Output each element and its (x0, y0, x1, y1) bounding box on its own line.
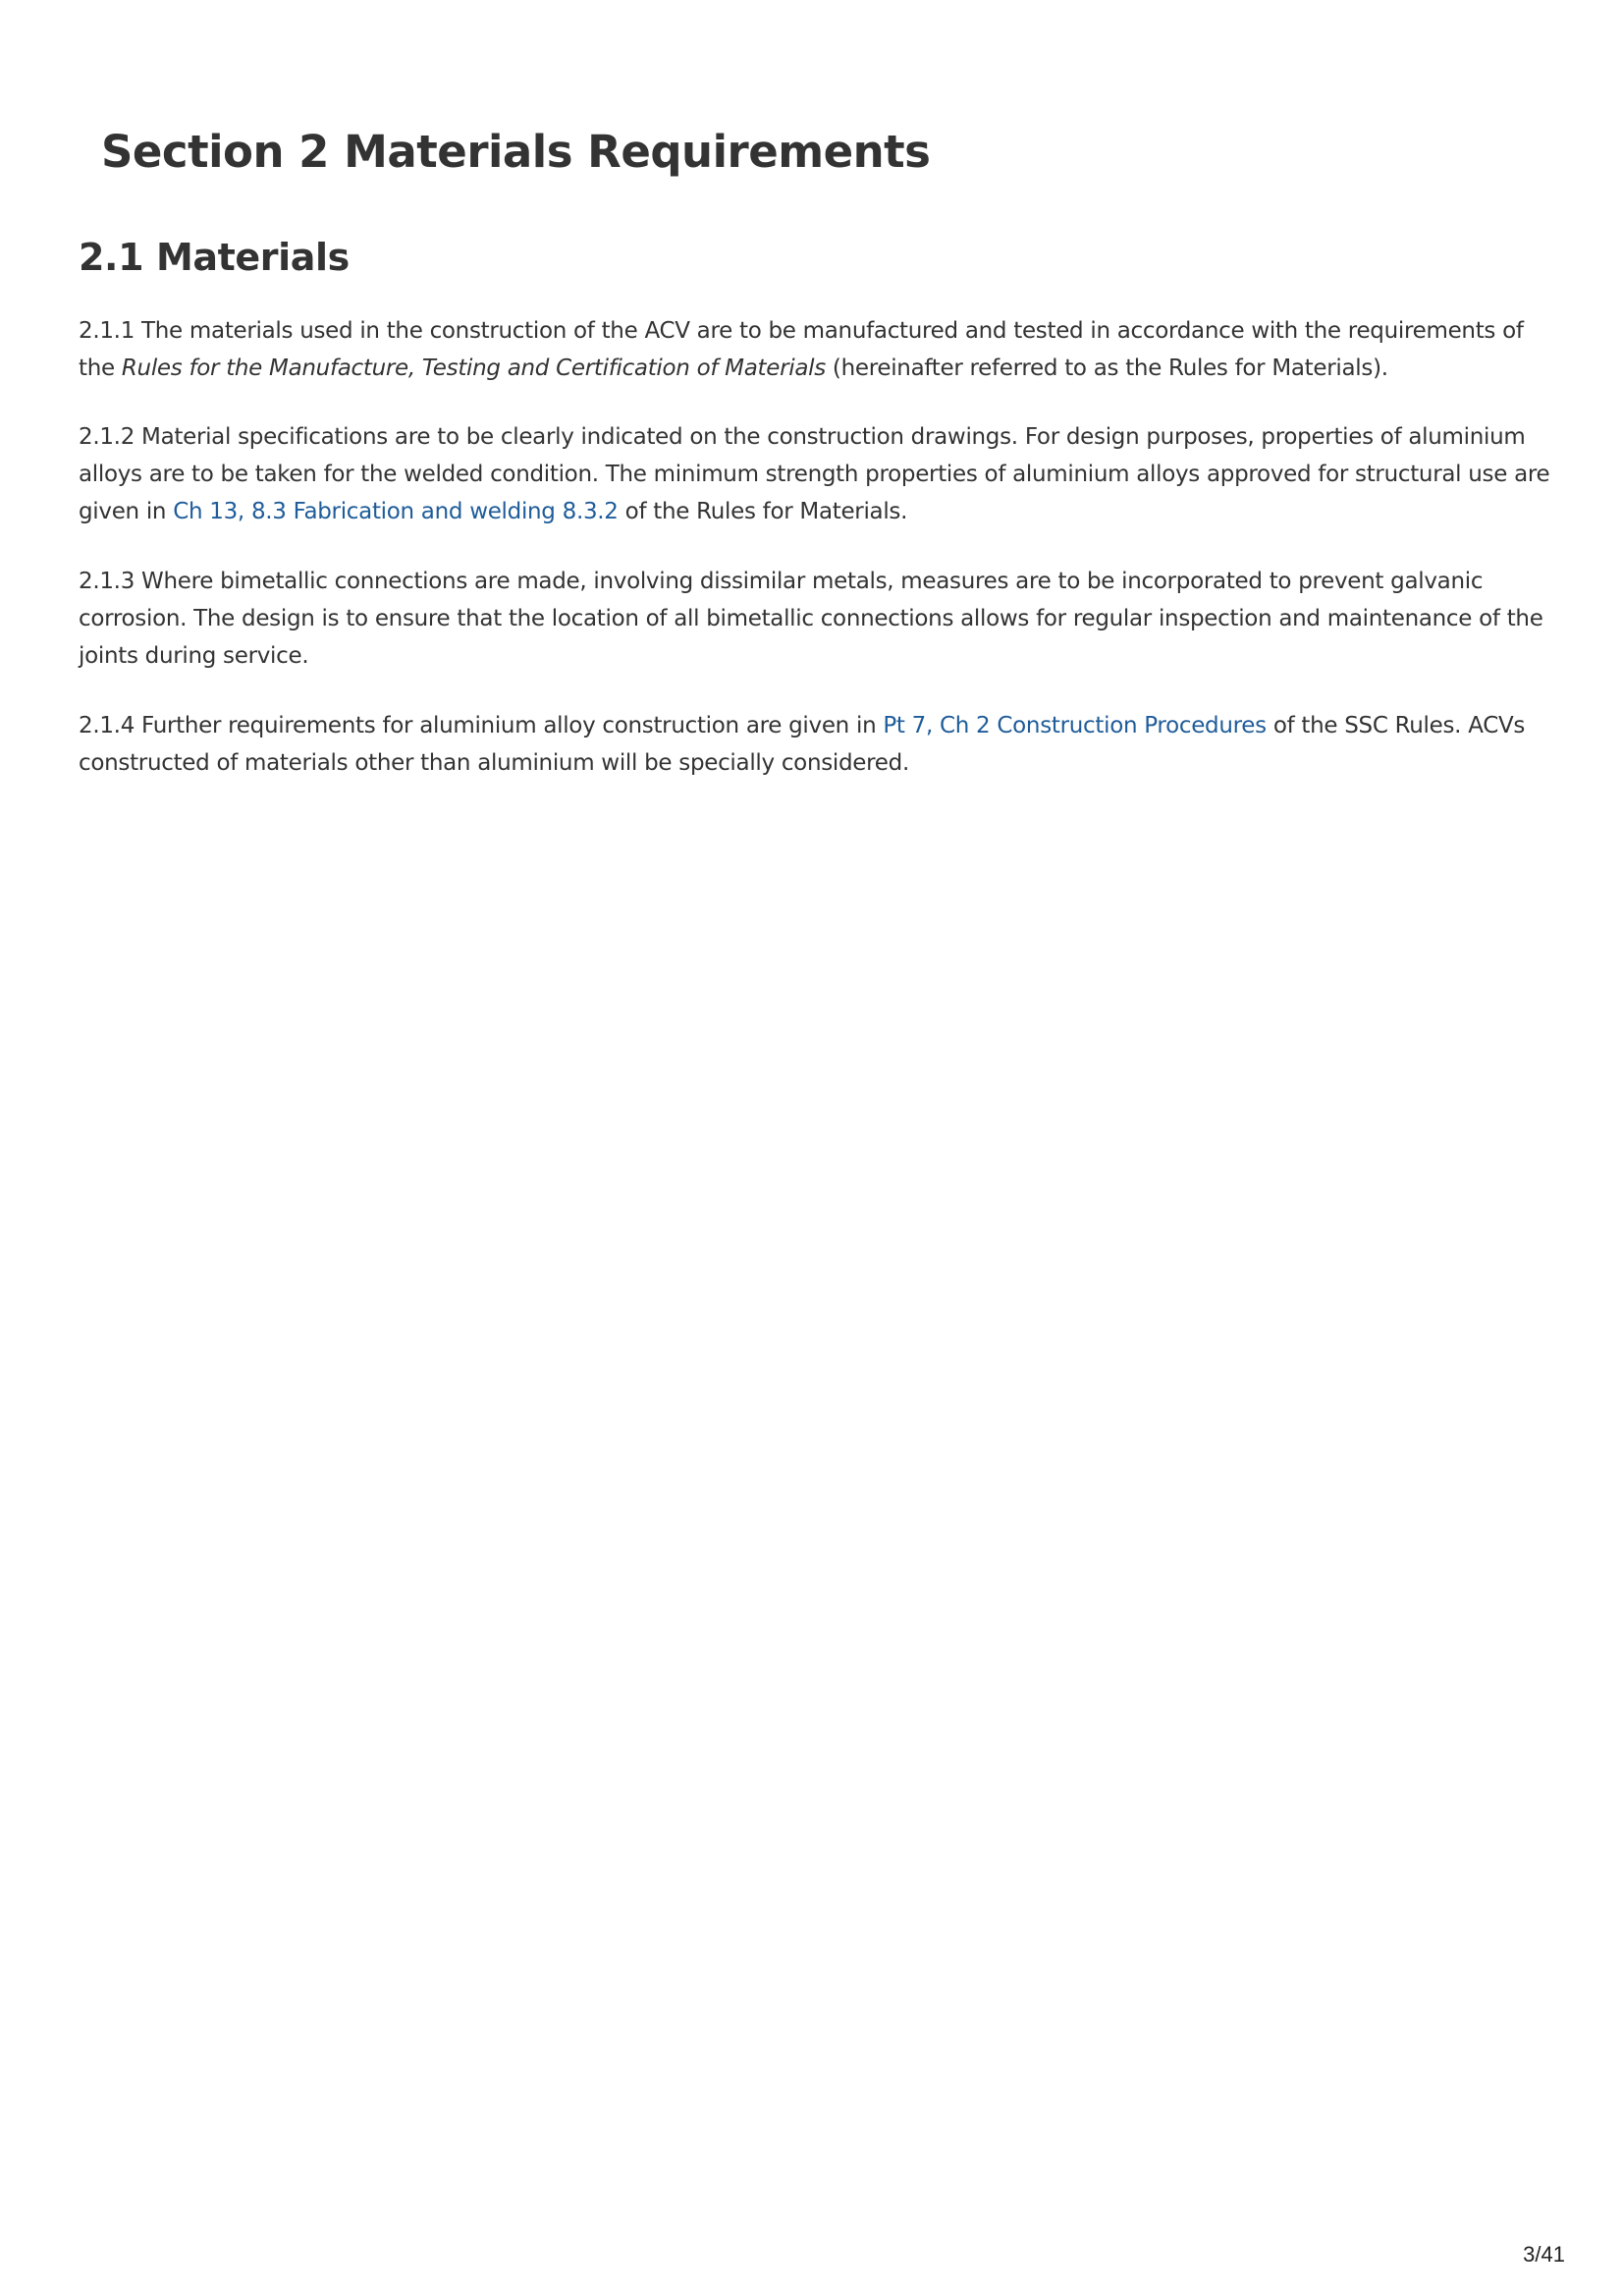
paragraph-2-1-4 (79, 707, 1551, 782)
section-title: Section 2 Materials Requirements (101, 126, 931, 178)
paragraph-text: 2.1.4 Further requirements for aluminium alloy construction are given in (79, 713, 884, 738)
paragraph-2-1-3 (79, 563, 1551, 675)
link-pt7-ch2-construction-procedures[interactable]: Pt 7, Ch 2 Construction Procedures (883, 713, 1267, 738)
paragraph-text: 2.1.1 The materials used in the construction of the ACV are to be manufactured and tested in accordance with the requirements of the (79, 318, 1524, 381)
paragraph-text: 2.1.2 Material specifications are to be clearly indicated on the construction drawings. For design purposes, properties of aluminium alloys are to be taken for the welded condition. The minimum strength properties of aluminium alloys approved for structural use are given in (79, 424, 1550, 524)
paragraph-text: 2.1.3 Where bimetallic connections are made, involving dissimilar metals, measures are to be incorporated to prevent galvanic corrosion. The design is to ensure that the location of all bimetallic connections allows for regular inspection and maintenance of the joints during service. (79, 569, 1543, 669)
paragraph-2-1-1 (79, 312, 1551, 387)
paragraph-text: of the SSC Rules. ACVs constructed of materials other than aluminium will be specially considered. (79, 713, 1526, 776)
paragraph-text: (hereinafter referred to as the Rules for Materials). (825, 355, 1388, 381)
rules-title-italic: Rules for the Manufacture, Testing and Certification of Materials (121, 355, 826, 381)
paragraph-text: of the Rules for Materials. (618, 499, 908, 524)
paragraph-2-1-2 (79, 418, 1551, 530)
page-number: 3/41 (1523, 2242, 1565, 2267)
subsection-title: 2.1 Materials (79, 236, 350, 279)
link-ch13-fabrication-welding[interactable]: Ch 13, 8.3 Fabrication and welding 8.3.2 (173, 499, 619, 524)
